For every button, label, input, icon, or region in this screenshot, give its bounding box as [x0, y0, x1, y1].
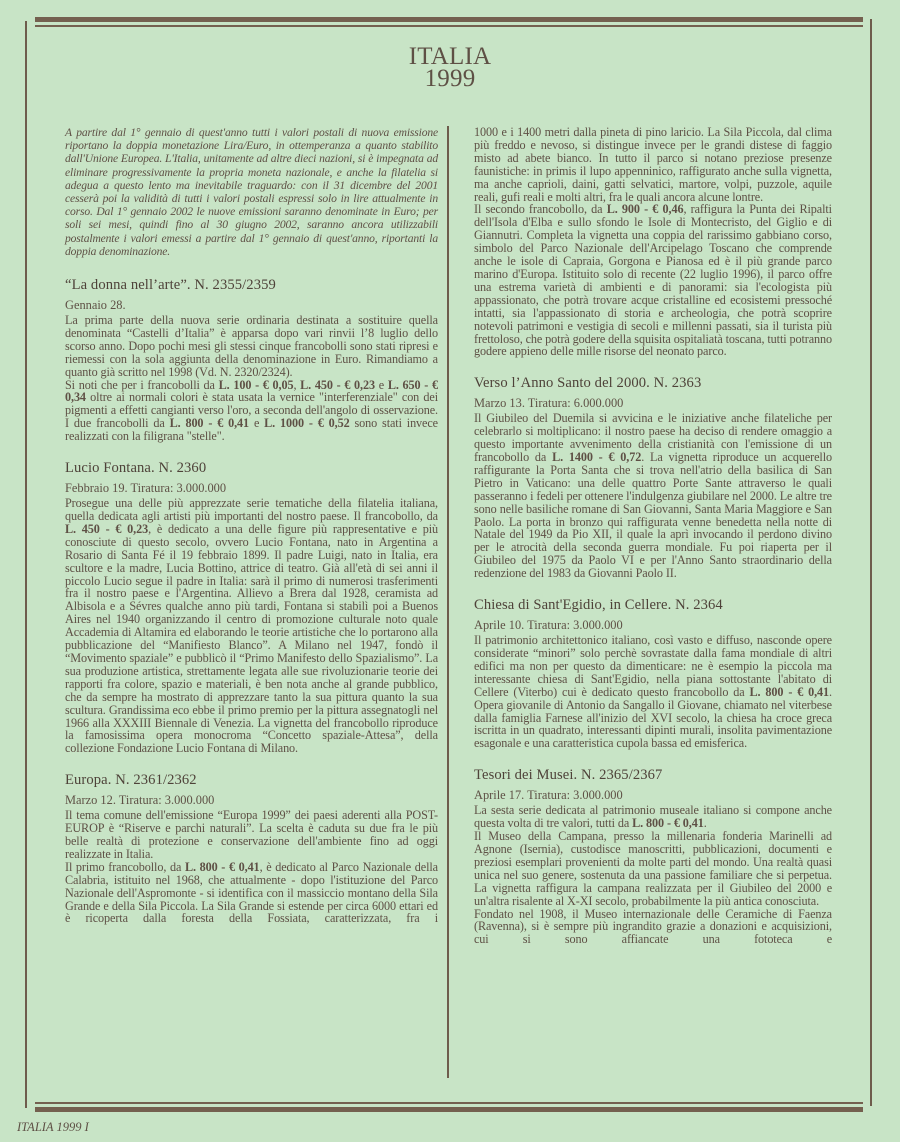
section-title: Europa. N. 2361/2362 [65, 772, 197, 789]
frame-left-rule [25, 21, 27, 1108]
value: L. 800 - € 0,41 [749, 684, 830, 699]
right-column [474, 126, 832, 946]
text: La sesta serie dedicata al patrimonio museale italiano si compone anche questa volta di tre valori, tutti da [474, 803, 832, 831]
title-country: ITALIA [408, 43, 492, 70]
bottom-thin-rule [35, 1102, 863, 1104]
text: Si noti che per i francobolli da [65, 377, 219, 392]
section-paragraph: Il Museo della Campana, presso la millenaria fonderia Marinelli ad Agnone (Isernia), custodisce manoscritti, pubblicazioni, documenti e preziosi esemplari provenienti da molte parti del mondo. Una realtà quasi unica nel suo genere, sostenuta da una passione familiare che si perpetua. La vignetta raffigura la campana realizzata per il Giubileo del 2000 e un'altra risalente al X-XI secolo, probabilmente la più antica conosciuta. [474, 829, 832, 908]
section-paragraph [474, 203, 832, 358]
section-title: “La donna nell’arte”. N. 2355/2359 [65, 277, 276, 294]
bottom-thick-rule [35, 1107, 863, 1112]
value: L. 1000 - € 0,52 [264, 416, 350, 431]
section-paragraph: La prima parte della nuova serie ordinaria destinata a sostituire quella denominata “Castelli d’Italia” è apparsa dopo vari rinvii l’8 luglio dello scorso anno. Dopo pochi mesi gli stessi cinque francobolli sono stati ripresi e riemessi con la sola aggiunta della denominazione in Euro. Rimandiamo a quanto già scritto nel 1998 (Vd. N. 2320/2324). [65, 313, 438, 379]
section-meta: Aprile 17. Tiratura: 3.000.000 [474, 788, 623, 803]
section-meta: Marzo 13. Tiratura: 6.000.000 [474, 396, 624, 411]
text: Il Giubileo del Duemila si avvicina e le iniziative anche filateliche per celebrarlo si moltiplicano: il nostro paese ha deciso di rendere omaggio a questo importante avvenimento della cristianità con l'emissione di un francobollo da [474, 411, 832, 465]
section-paragraph: 1000 e i 1400 metri dalla pineta di pino laricio. La Sila Piccola, dal clima più freddo e nevoso, si distingue invece per le grandi distese di faggio misto ad abete bianco. In tutto il parco si notano preziose presenze faunistiche: in primis il lupo appenninico, raffigurato anche sulla vignetta, ma anche caprioli, daini, gatti selvatici, martore, volpi, puzzole, aquile reali, gufi reali e molti altri, fra le quali ancora alcune lontre. [474, 125, 832, 204]
text: Il primo francobollo, da [65, 859, 185, 874]
section-meta: Febbraio 19. Tiratura: 3.000.000 [65, 481, 227, 496]
section-paragraph [65, 861, 438, 926]
intro-paragraph: A partire dal 1° gennaio di quest'anno tutti i valori postali di nuova emissione riportano la doppia monetazione Lira/Euro, in ottemperanza a quanto stabilito dall'Unione Europea. L'Italia, unitamente ad altre dieci nazioni, si è impegnata ad eliminare progressivamente la propria moneta nazionale, e anche la filatelia si adegua a questo lento ma inevitabile traguardo: con il 31 dicembre del 2001 cesserà poi la validità di tutti i valori postali espressi solo in lire attualmente in corso. Dal 1° gennaio 2002 le nuove emissioni saranno denominate in Euro; per soli sei mesi, quindi fino al 30 giugno 2002, saranno ancora utilizzabili postalmente i valori emessi a partire dal 1° gennaio di quest'anno, riportanti la doppia denominazione. [65, 126, 438, 258]
top-thick-rule [35, 17, 863, 22]
page-footer: ITALIA 1999 I [17, 1120, 89, 1134]
page-title [0, 43, 900, 92]
section-title: Lucio Fontana. N. 2360 [65, 460, 207, 477]
section-paragraph [474, 412, 832, 580]
text: Il secondo francobollo, da [474, 202, 607, 217]
section-meta: Gennaio 28. [65, 298, 126, 313]
text: e [249, 416, 265, 431]
text: oltre ai normali colori è stata usata la vernice "interferenziale" con dei pigmenti a effetti cangianti verso l'oro, a seconda dell'angolo di osservazione. I due francobolli da [65, 390, 438, 431]
section-europa-continued [474, 126, 832, 358]
section-paragraph [474, 804, 832, 830]
top-thin-rule [35, 25, 863, 27]
section-title: Verso l’Anno Santo del 2000. N. 2363 [474, 375, 702, 392]
text: , è dedicato al Parco Nazionale della Calabria, istituito nel 1968, che attualmente - dopo l'istituzione del Parco Nazionale dell'Aspromonte - si identifica con il massiccio montano della Sila Grande e della Sila Piccola. La Sila Grande si estende per circa 6000 ettari ed è ricoperta dalla foresta della Fossiata, caratterizzata, fra i [65, 859, 438, 926]
value: L. 800 - € 0,41 [632, 816, 704, 831]
text: , è dedicato a una delle figure più rappresentative e più conosciute di questo secolo, ovvero Lucio Fontana, nato in Argentina a Rosario di Santa Fé il 19 febbraio 1899. Il padre Luigi, nato in Italia, era scultore e la madre, Lucia Bottino, attrice di teatro. Già all'età di sei anni il piccolo Lucio segue il padre in Italia: sarà il primo di numerosi trasferimenti fra il nostro paese e l'Argentina. Allievo a Brera dal 1928, ceramista ad Albisola e a Sévres qualche anno più tardi, Fontana si stabilì poi a Buenos Aires nel 1940 organizzando il centro di promozione culturale noto quale Accademia di Altamira ed elaborando le teorie artistiche che lo portarono alla pubblicazione del “Manifiesto Blanco”. A Milano nel 1947, fondò il “Movimento spaziale” e pubblicò il “Primo Manifesto dello Spazialismo”. La sua produzione artistica, strettamente legata alle sue rivoluzionarie teorie dei rapporti fra colore, spazio e materiali, è ben nota anche al grande pubblico, che da sempre ha mostrato di apprezzare tanto la sua pittura quanto la sua scultura. Grandissima eco ebbe il primo premio per la pittura assegnatogli nel 1966 alla XXXIII Biennale di Venezia. La vignetta del francobollo riproduce la famosissima opera monocroma “Concetto spaziale-Attesa”, della collezione Fondazione Lucio Fontana di Milano. [65, 521, 438, 756]
value: L. 800 - € 0,41 [184, 859, 260, 874]
value: L. 650 - € 0,34 [65, 377, 438, 405]
section-lucio-fontana [65, 460, 438, 755]
text: . La vignetta riproduce un acquerello raffigurante la Porta Santa che si trova nell'atrio della basilica di San Pietro in Vaticano: una delle quattro Porte Sante attraverso le quali passeranno i fedeli per ottenere l'indulgenza giubilare nel 2000. Le altre tre sono nelle basiliche romane di San Giovanni, Santa Maria Maggiore e San Paolo. La porta in bronzo qui raffigurata venne benedetta nella notte di Natale del 1949 da Pio XII, il quale la aprì invocando il perdono divino per le atrocità della seconda guerra mondiale. Fu poi riaperta per il Giubileo del 1975 da Paolo VI e per l'Anno Santo straordinario della redenzione del 1983 da Giovanni Paolo II. [474, 450, 833, 581]
section-title: Chiesa di Sant'Egidio, in Cellere. N. 2364 [474, 597, 723, 614]
text: sono stati invece realizzati con la filigrana "stelle". [65, 416, 438, 444]
value: L. 450 - € 0,23 [300, 377, 375, 392]
section-paragraph [65, 379, 438, 444]
text: , [293, 377, 301, 392]
text: . Opera giovanile di Antonio da Sangallo il Giovane, chiamato nel viterbese dalla famiglia Farnese all'inizio del XVI secolo, la chiesa ha croce greca iscritta in un quadrato, interessanti dipinti murali, insolita pavimentazione esagonale e una caratteristica cupola bassa ed emisferica. [474, 684, 832, 751]
section-la-donna-nell-arte [65, 277, 438, 443]
left-column [65, 126, 438, 925]
value: L. 900 - € 0,46 [606, 202, 684, 217]
section-title: Tesori dei Musei. N. 2365/2367 [474, 767, 663, 784]
value: L. 800 - € 0,41 [169, 416, 250, 431]
text: , raffigura la Punta dei Ripalti dell'Isola d'Elba e sullo sfondo le Isole di Montecristo, del Giglio e di Giannutri. Completa la vignetta una coppia del rarissimo gabbiano corso, simbolo del Parco Nazionale dell'Arcipelago Toscano che comprende anche le isole di Capraia, Gorgona e Pianosa ed è il più grande parco marino d'Europa. Istituito solo di recente (22 luglio 1996), il parco offre una estrema varietà di ambienti e di panorami: sia l'ecologista più appassionato, che potrà trovare acque cristalline ed ecosistemi pressoché intatti, sia l'appassionato di storia e archeologia, che potrà scoprire notevoli patrimoni e vestigia di secoli e millenni passati, sia il turista più frettoloso, che potrà godere della squisita ospitaliatà toscana, tutti potranno godere appieno delle mille risorse del neonato parco. [474, 202, 832, 359]
text: Il patrimonio architettonico italiano, così vasto e diffuso, nasconde opere considerate “minori” solo perchè sovrastate dalla fama mondiale di altri edifici ma non per questo da dimenticare: ne è esempio la piccola ma interessante chiesa di Sant'Egidio, nella piana sottostante l'abitato di Cellere (Viterbo) cui è dedicato questo francobollo da [474, 633, 832, 699]
section-tesori-dei-musei [474, 767, 832, 946]
section-paragraph [474, 634, 832, 750]
section-paragraph: Il tema comune dell'emissione “Europa 1999” dei paesi aderenti alla POST-EUROP è “Riserve e parchi naturali”. La scelta è caduta su due fra le più belle realtà di protezione e conservazione dell'ambiente fino ad oggi realizzate in Italia. [65, 808, 438, 861]
value: L. 450 - € 0,23 [65, 521, 149, 536]
section-meta: Aprile 10. Tiratura: 3.000.000 [474, 618, 623, 633]
text: Prosegue una delle più apprezzate serie tematiche della filatelia italiana, quella dedicata agli artisti più importanti del nostro paese. Il francobollo, da [65, 496, 438, 523]
value: L. 1400 - € 0,72 [552, 450, 642, 465]
section-paragraph: Fondato nel 1908, il Museo internazionale delle Ceramiche di Faenza (Ravenna), si è sempre più ingrandito grazie a donazioni e acquisizioni, cui si sono affiancate una fototeca e [474, 906, 832, 947]
text: e [375, 377, 388, 392]
title-year: 1999 [424, 65, 476, 92]
section-sant-egidio [474, 597, 832, 750]
section-anno-santo [474, 375, 832, 580]
text: . [703, 816, 707, 831]
section-europa [65, 772, 438, 925]
section-meta: Marzo 12. Tiratura: 3.000.000 [65, 793, 215, 808]
frame-right-rule [870, 19, 872, 1106]
value: L. 100 - € 0,05 [218, 377, 294, 392]
column-divider [447, 126, 449, 1078]
section-paragraph [65, 497, 438, 755]
